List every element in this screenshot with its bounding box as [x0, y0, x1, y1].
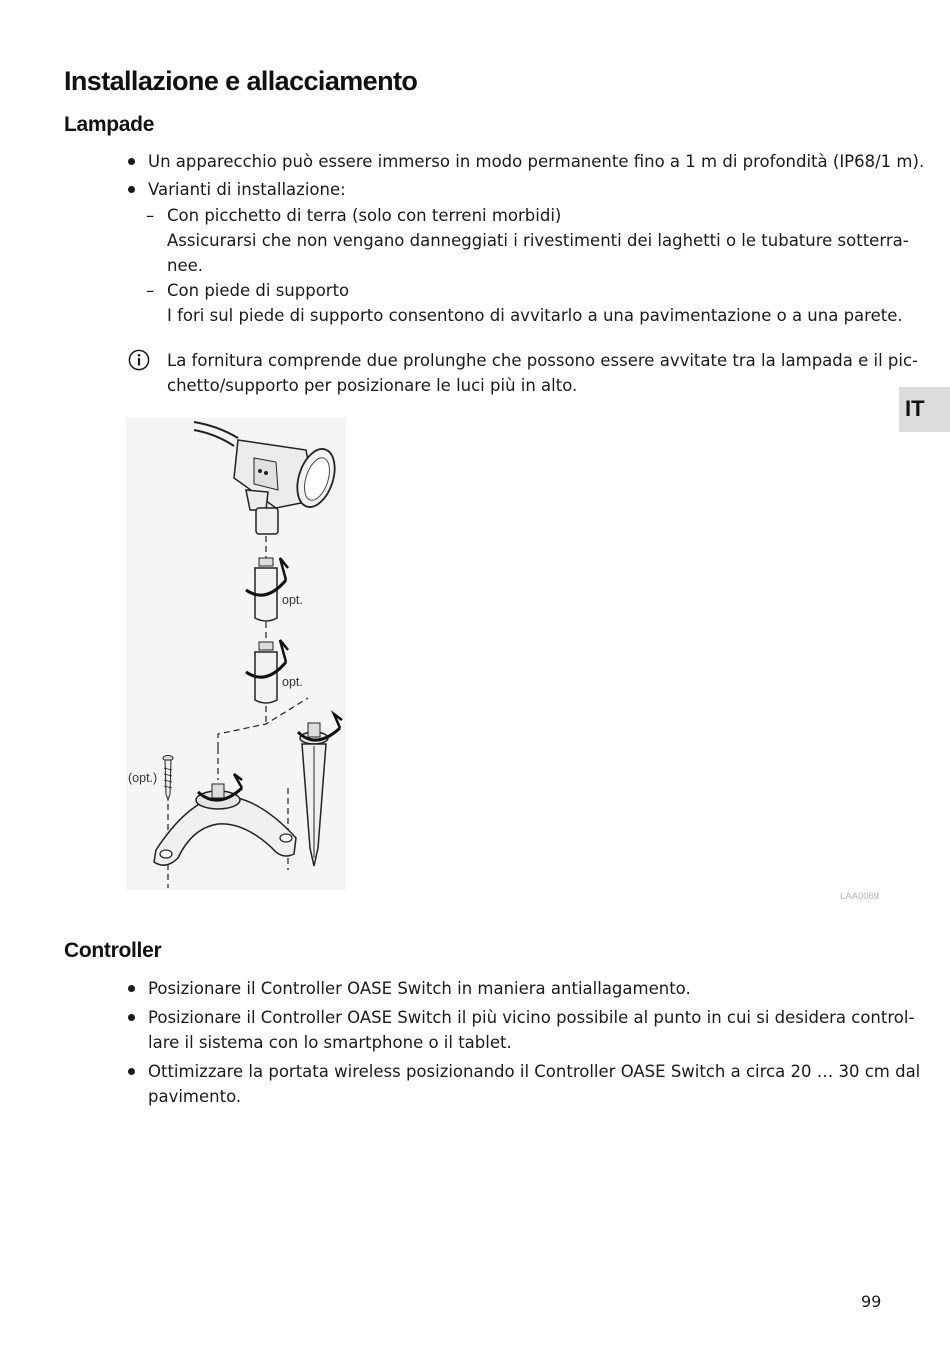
sub-list-desc: Assicurarsi che non vengano danneggiati i rivestimenti dei laghetti o le tubature sotterra-: [167, 231, 909, 250]
list-item-text: Ottimizzare la portata wireless posizionando il Controller OASE Switch a circa 20 … 30 cm dal: [148, 1062, 921, 1081]
bullet-dot: [128, 985, 135, 992]
installation-figure: [126, 418, 346, 890]
bullet-dot: [128, 1014, 135, 1021]
list-item-text: Posizionare il Controller OASE Switch il più vicino possibile al punto in cui si desidera control-: [148, 1008, 915, 1027]
figure-label-opt: opt.: [282, 593, 303, 607]
sub-list-desc: nee.: [167, 256, 204, 275]
info-note-line: La fornitura comprende due prolunghe che possono essere avvitate tra la lampada e il pic-: [167, 351, 918, 370]
info-note: [167, 348, 918, 398]
section-heading-lampade: Lampade: [64, 113, 155, 136]
figure-code: LAA0069: [840, 891, 880, 902]
language-tab: IT: [899, 387, 950, 432]
bullet-dot: [128, 186, 135, 193]
page-number: 99: [861, 1292, 882, 1311]
info-icon: [128, 349, 150, 371]
list-item-text: Posizionare il Controller OASE Switch in maniera antiallagamento.: [148, 979, 691, 998]
list-item-text: pavimento.: [148, 1087, 242, 1106]
bullet-dot: [128, 1068, 135, 1075]
section-heading-controller: Controller: [64, 939, 162, 962]
dash-marker: –: [146, 281, 155, 300]
list-item-text: Varianti di installazione:: [148, 180, 346, 199]
sub-list-item-text: Con piede di supporto: [167, 281, 350, 300]
dash-marker: –: [146, 206, 155, 225]
info-note-line: chetto/supporto per posizionare le luci più in alto.: [167, 376, 578, 395]
figure-label-opt: opt.: [282, 675, 303, 689]
list-item-text: Un apparecchio può essere immerso in modo permanente fino a 1 m di profondità (IP68/1 m).: [148, 152, 925, 171]
page-title: Installazione e allacciamento: [64, 66, 418, 96]
sub-list-desc: I fori sul piede di supporto consentono di avvitarlo a una pavimentazione o a una parete.: [167, 306, 903, 325]
figure-label-opt-screw: (opt.): [128, 771, 158, 785]
list-item-text: lare il sistema con lo smartphone o il tablet.: [148, 1033, 512, 1052]
bullet-dot: [128, 158, 135, 165]
sub-list-item-text: Con picchetto di terra (solo con terreni morbidi): [167, 206, 562, 225]
